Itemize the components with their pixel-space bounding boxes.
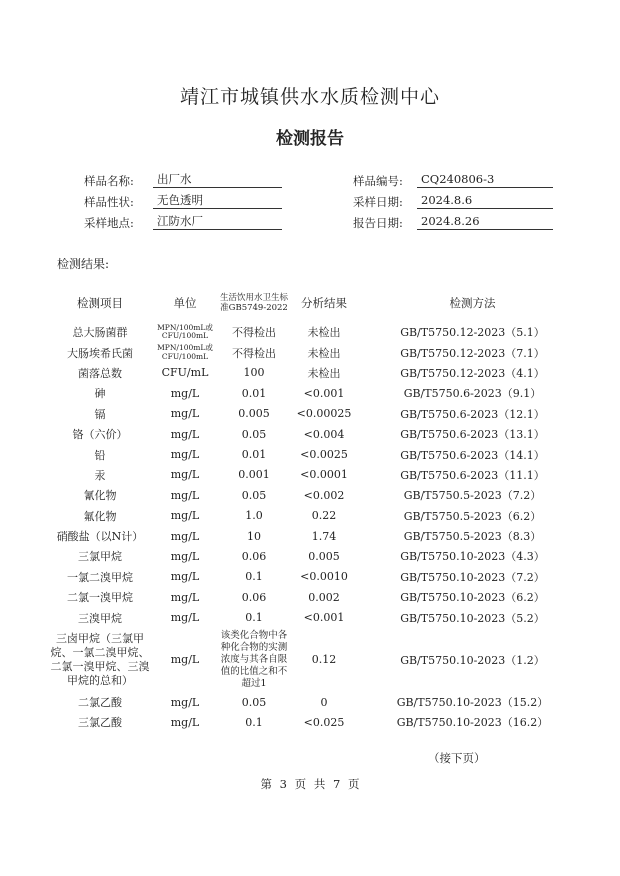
cell-unit: MPN/100mL或CFU/100mL [157, 322, 213, 341]
cell-item: 大肠埃希氏菌 [67, 346, 133, 360]
sample-name-label: 样品名称: [84, 174, 134, 188]
cell-limit: 0.1 [245, 715, 263, 729]
cell-item: 硝酸盐（以N计） [56, 530, 144, 544]
cell-limit: 100 [243, 366, 265, 380]
cell-method: GB/T5750.10-2023（4.3） [400, 550, 545, 564]
cell-unit: mg/L [170, 488, 200, 502]
table-row [50, 567, 585, 587]
cell-limit: 0.05 [241, 488, 267, 502]
cell-method: GB/T5750.10-2023（16.2） [396, 716, 549, 730]
table-row [50, 692, 585, 712]
header-method: 检测方法 [449, 296, 496, 310]
table-row [50, 342, 585, 362]
cell-result: <0.001 [303, 386, 345, 400]
table-row [50, 607, 585, 627]
cell-result: <0.004 [303, 427, 345, 441]
cell-method: GB/T5750.10-2023（6.2） [400, 591, 545, 605]
cell-result: 未检出 [307, 366, 341, 380]
cell-item: 菌落总数 [78, 366, 122, 380]
cell-unit: mg/L [170, 570, 200, 584]
cell-result: <0.0001 [300, 468, 348, 482]
table-row [50, 444, 585, 464]
sample-state-value: 无色透明 [153, 193, 282, 209]
cell-limit: 0.06 [241, 590, 267, 604]
sample-no-label: 样品编号: [353, 174, 403, 188]
sample-date-value: 2024.8.6 [417, 193, 553, 209]
cell-item: 总大肠菌群 [72, 326, 128, 340]
sample-location-value: 江防水厂 [153, 214, 282, 230]
cell-limit: 0.01 [241, 386, 267, 400]
cell-method: GB/T5750.5-2023（6.2） [403, 509, 542, 523]
results-table [50, 284, 585, 733]
cell-item: 汞 [94, 468, 106, 482]
cell-method: GB/T5750.10-2023（1.2） [400, 653, 545, 667]
cell-method: GB/T5750.6-2023（14.1） [400, 448, 545, 462]
cell-item: 三卤甲烷（三氯甲烷、一氯二溴甲烷、二氯一溴甲烷、三溴甲烷的总和） [50, 631, 150, 687]
cell-limit: 0.01 [241, 448, 267, 462]
cell-result: 0.22 [311, 509, 337, 523]
table-row [50, 383, 585, 403]
cell-limit: 10 [247, 529, 261, 543]
cell-limit: 0.1 [245, 570, 263, 584]
table-row [50, 465, 585, 485]
header-result: 分析结果 [301, 296, 347, 310]
cell-unit: mg/L [170, 695, 200, 709]
table-row [50, 424, 585, 444]
cell-result: <0.025 [303, 715, 345, 729]
cell-unit: mg/L [170, 715, 200, 729]
cell-unit: mg/L [170, 529, 200, 543]
cell-method: GB/T5750.12-2023（4.1） [400, 366, 545, 380]
cell-result: 0.002 [308, 590, 340, 604]
table-row [50, 322, 585, 342]
table-row [50, 506, 585, 526]
cell-result: <0.002 [303, 488, 345, 502]
table-row [50, 587, 585, 607]
cell-method: GB/T5750.12-2023（5.1） [400, 326, 545, 340]
cell-item: 一氯二溴甲烷 [67, 570, 133, 584]
cell-unit: CFU/mL [161, 366, 209, 380]
sample-state-label: 样品性状: [84, 195, 134, 209]
cell-method: GB/T5750.6-2023（9.1） [403, 387, 542, 401]
report-date-label: 报告日期: [353, 216, 403, 230]
cell-method: GB/T5750.5-2023（8.3） [403, 530, 542, 544]
report-title: 检测报告 [276, 129, 344, 149]
cell-unit: mg/L [170, 653, 200, 667]
cell-result: 0 [320, 695, 328, 709]
cell-result: 0.005 [308, 549, 340, 563]
cell-result: 未检出 [307, 326, 341, 340]
cell-limit: 1.0 [245, 509, 263, 523]
cell-result: <0.0025 [300, 448, 348, 462]
cell-method: GB/T5750.6-2023（12.1） [400, 407, 545, 421]
sample-no-value: CQ240806-3 [417, 172, 553, 188]
header-standard: 生活饮用水卫生标准GB5749-2022 [220, 293, 289, 313]
cell-unit: mg/L [170, 611, 200, 625]
cell-unit: mg/L [170, 590, 200, 604]
table-row [50, 526, 585, 546]
cell-unit: mg/L [170, 407, 200, 421]
results-label: 检测结果: [57, 257, 110, 271]
table-row [50, 363, 585, 383]
org-title: 靖江市城镇供水水质检测中心 [179, 86, 440, 108]
cell-method: GB/T5750.5-2023（7.2） [403, 489, 542, 503]
continued-note: （接下页） [428, 751, 486, 765]
cell-unit: mg/L [170, 386, 200, 400]
cell-item: 二氯一溴甲烷 [67, 591, 133, 605]
cell-item: 铬（六价） [72, 428, 128, 442]
sample-date-label: 采样日期: [353, 195, 403, 209]
cell-limit: 不得检出 [232, 346, 276, 360]
cell-limit: 0.1 [245, 611, 263, 625]
table-row [50, 404, 585, 424]
cell-result: 0.12 [311, 653, 337, 667]
cell-unit: mg/L [170, 448, 200, 462]
cell-item: 铅 [94, 448, 106, 462]
table-row [50, 712, 585, 732]
table-row [50, 628, 585, 692]
cell-unit: mg/L [170, 468, 200, 482]
header-item: 检测项目 [77, 296, 123, 310]
table-row [50, 485, 585, 505]
cell-method: GB/T5750.6-2023（13.1） [400, 428, 545, 442]
cell-method: GB/T5750.12-2023（7.1） [400, 346, 545, 360]
table-row [50, 546, 585, 566]
cell-item: 氰化物 [83, 489, 117, 503]
cell-unit: MPN/100mL或CFU/100mL [157, 343, 213, 361]
cell-limit: 该类化合物中各种化合物的实测浓度与其各自限值的比值之和不超过1 [220, 629, 288, 689]
cell-item: 二氯乙酸 [78, 696, 122, 710]
page-footer: 第 3 页 共 7 页 [260, 777, 360, 791]
cell-limit: 0.001 [238, 468, 270, 482]
cell-method: GB/T5750.6-2023（11.1） [400, 468, 545, 482]
cell-item: 镉 [94, 407, 106, 421]
cell-result: <0.0010 [300, 570, 348, 584]
cell-item: 三溴甲烷 [78, 611, 122, 625]
cell-limit: 0.05 [241, 695, 267, 709]
cell-item: 氟化物 [83, 509, 117, 523]
cell-method: GB/T5750.10-2023（5.2） [400, 611, 545, 625]
cell-item: 三氯乙酸 [78, 716, 122, 730]
cell-result: <0.001 [303, 611, 345, 625]
cell-limit: 不得检出 [232, 326, 276, 340]
cell-result: 未检出 [307, 346, 341, 360]
sample-name-value: 出厂水 [153, 172, 282, 188]
cell-result: <0.00025 [296, 407, 352, 421]
cell-method: GB/T5750.10-2023（7.2） [400, 570, 545, 584]
report-date-value: 2024.8.26 [417, 214, 553, 230]
cell-limit: 0.05 [241, 427, 267, 441]
cell-method: GB/T5750.10-2023（15.2） [396, 696, 549, 710]
cell-unit: mg/L [170, 549, 200, 563]
cell-item: 砷 [94, 387, 106, 401]
cell-limit: 0.005 [238, 407, 270, 421]
cell-unit: mg/L [170, 427, 200, 441]
header-unit: 单位 [173, 296, 197, 310]
cell-item: 三氯甲烷 [78, 550, 122, 564]
cell-result: 1.74 [311, 529, 337, 543]
cell-unit: mg/L [170, 509, 200, 523]
cell-limit: 0.06 [241, 549, 267, 563]
sample-location-label: 采样地点: [84, 216, 134, 230]
